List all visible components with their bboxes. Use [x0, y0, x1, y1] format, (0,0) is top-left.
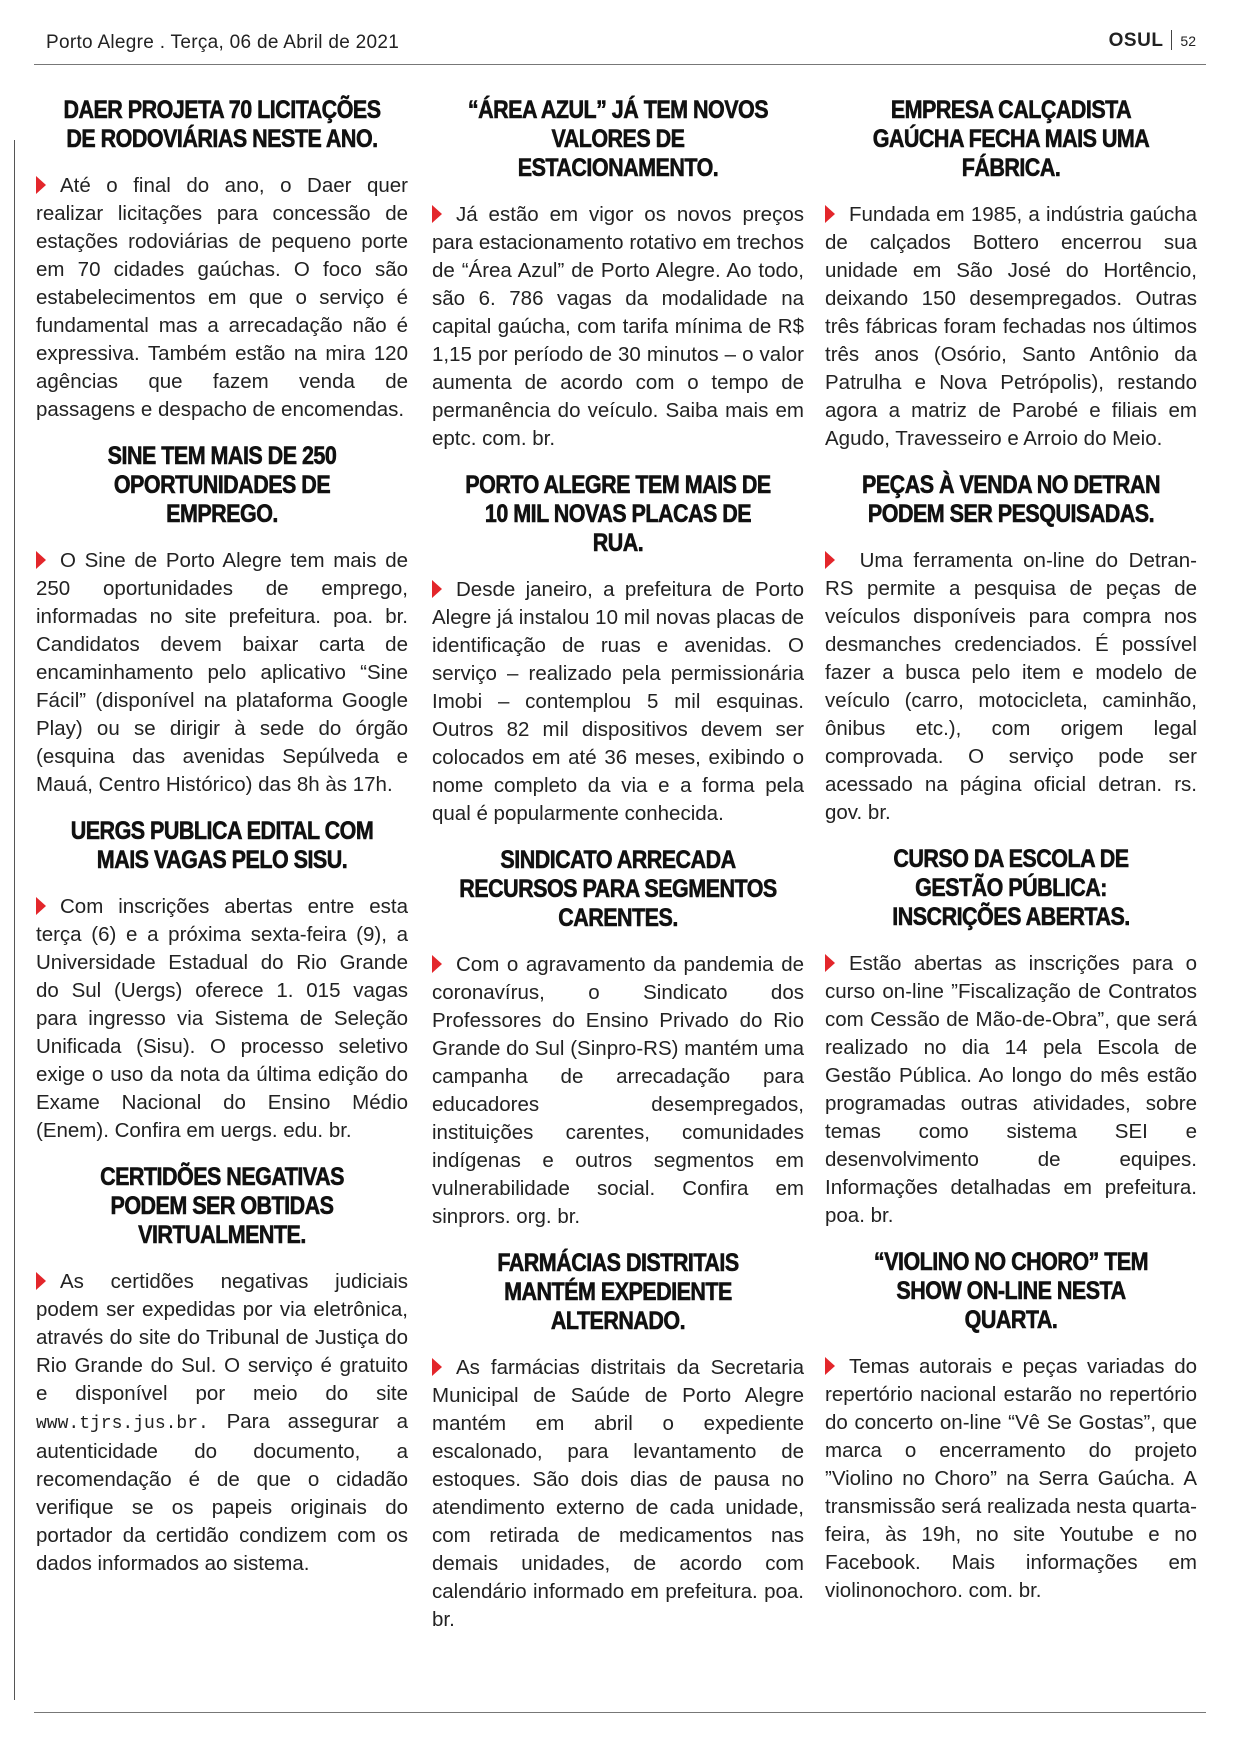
page-header	[46, 28, 1196, 64]
article-title: EMPRESA CALÇADISTA GAÚCHA FECHA MAIS UMA FÁBRICA.	[872, 96, 1150, 182]
article-title: SINDICATO ARRECADA RECURSOS PARA SEGMENTOS CARENTES.	[459, 846, 777, 932]
red-arrow-bullet-icon	[432, 1358, 442, 1376]
article-placas	[432, 471, 804, 828]
article-text: Temas autorais e peças variadas do repertório nacional estarão no repertório do concerto on-line “Vê Se Gostas”, que marca o encerramento do projeto ”Violino no Choro” na Serra Gaúcha. A transmissão será realizada nesta quarta-feira, às 19h, no site Youtube e no Facebook. Mais informações em violinonochoro. com. br.	[825, 1355, 1197, 1602]
article-body	[825, 950, 1197, 1230]
header-date: Porto Alegre . Terça, 06 de Abril de 2021	[46, 32, 400, 53]
article-text: Para assegurar a autenticidade do documento, a recomendação é de que o cidadão verifique se os papeis originais do portador da certidão condizem com os dados informados ao sistema.	[36, 1410, 408, 1575]
top-rule	[34, 64, 1206, 65]
article-body	[432, 1354, 804, 1634]
article-body	[36, 547, 408, 799]
red-arrow-bullet-icon	[432, 205, 442, 223]
article-body	[432, 201, 804, 453]
article-body	[36, 172, 408, 424]
red-arrow-bullet-icon	[432, 580, 442, 598]
article-body	[36, 1268, 408, 1578]
column-left	[36, 96, 408, 1596]
left-margin-line	[14, 140, 15, 1700]
article-title: PORTO ALEGRE TEM MAIS DE 10 MIL NOVAS PLACAS DE RUA.	[465, 471, 771, 557]
article-area-azul	[432, 96, 804, 453]
article-text: Estão abertas as inscrições para o curso on-line ”Fiscalização de Contratos com Cessão de Mão-de-Obra”, que será realizado no dia 14 pela Escola de Gestão Pública. Ao longo do mês estão programadas outras atividades, sobre temas como sistema SEI e desenvolvimento de equipes. Informações detalhadas em prefeitura. poa. br.	[825, 952, 1197, 1227]
article-body	[36, 893, 408, 1145]
article-violino	[825, 1248, 1197, 1605]
brand-name: OSUL	[1108, 30, 1164, 51]
article-text: Com inscrições abertas entre esta terça (6) e a próxima sexta-feira (9), a Universidade Estadual do Rio Grande do Sul (Uergs) oferece 1. 015 vagas para ingresso via Sistema de Seleção Unificada (Sisu). O processo seletivo exige o uso da nota da última edição do Exame Nacional do Ensino Médio (Enem). Confira em uergs. edu. br.	[36, 895, 408, 1142]
article-title: “VIOLINO NO CHORO” TEM SHOW ON-LINE NESTA QUARTA.	[873, 1248, 1149, 1334]
article-title: FARMÁCIAS DISTRITAIS MANTÉM EXPEDIENTE ALTERNADO.	[497, 1249, 739, 1335]
article-title: UERGS PUBLICA EDITAL COM MAIS VAGAS PELO SISU.	[70, 817, 374, 874]
article-title: CURSO DA ESCOLA DE GESTÃO PÚBLICA: INSCRIÇÕES ABERTAS.	[892, 845, 1130, 931]
column-middle	[432, 96, 804, 1652]
article-text: O Sine de Porto Alegre tem mais de 250 oportunidades de emprego, informadas no site prefeitura. poa. br. Candidatos devem baixar carta de encaminhamento pelo aplicativo “Sine Fácil” (disponível na plataforma Google Play) ou se dirigir à sede do órgão (esquina das avenidas Sepúlveda e Mauá, Centro Histórico) das 8h às 17h.	[36, 549, 408, 796]
article-uergs	[36, 817, 408, 1145]
article-title: “ÁREA AZUL” JÁ TEM NOVOS VALORES DE ESTACIONAMENTO.	[467, 96, 769, 182]
red-arrow-bullet-icon	[36, 551, 46, 569]
header-brand	[1109, 30, 1196, 52]
article-title: PEÇAS À VENDA NO DETRAN PODEM SER PESQUISADAS.	[862, 471, 1160, 528]
red-arrow-bullet-icon	[825, 205, 835, 223]
red-arrow-bullet-icon	[36, 1272, 46, 1290]
article-escola-gestao	[825, 845, 1197, 1230]
bottom-rule	[34, 1712, 1206, 1713]
article-text: Com o agravamento da pandemia de coronavírus, o Sindicato dos Professores do Ensino Privado do Rio Grande do Sul (Sinpro-RS) mantém uma campanha de arrecadação para educadores desempregados, instituições carentes, comunidades indígenas e outros segmentos em vulnerabilidade social. Confira em sinprors. org. br.	[432, 953, 804, 1228]
article-body	[825, 1353, 1197, 1605]
article-farmacias	[432, 1249, 804, 1634]
article-calcadista	[825, 96, 1197, 453]
red-arrow-bullet-icon	[825, 1357, 835, 1375]
red-arrow-bullet-icon	[36, 176, 46, 194]
red-arrow-bullet-icon	[825, 954, 835, 972]
article-title: DAER PROJETA 70 LICITAÇÕES DE RODOVIÁRIAS NESTE ANO.	[63, 96, 381, 153]
article-body	[825, 547, 1197, 827]
article-daer	[36, 96, 408, 424]
article-body	[432, 951, 804, 1231]
article-body	[432, 576, 804, 828]
article-text: As certidões negativas judiciais podem ser expedidas por via eletrônica, através do site do Tribunal de Justiça do Rio Grande do Sul. O serviço é gratuito e disponível por meio do site	[36, 1270, 408, 1405]
article-certidoes	[36, 1163, 408, 1578]
red-arrow-bullet-icon	[825, 551, 835, 569]
red-arrow-bullet-icon	[36, 897, 46, 915]
article-text: Até o final do ano, o Daer quer realizar licitações para concessão de estações rodoviárias de pequeno porte em 70 cidades gaúchas. O foco são estabelecimentos em que o serviço é fundamental mas a arrecadação não é expressiva. Também estão na mira 120 agências que fazem venda de passagens e despacho de encomendas.	[36, 174, 408, 421]
article-detran	[825, 471, 1197, 827]
article-text: Desde janeiro, a prefeitura de Porto Alegre já instalou 10 mil novas placas de identificação de ruas e avenidas. O serviço – realizado pela permissionária Imobi – contemplou 5 mil esquinas. Outros 82 mil dispositivos devem ser colocados em até 36 meses, exibindo o nome completo da via e a forma pela qual é popularmente conhecida.	[432, 578, 804, 825]
article-url-link[interactable]: www.tjrs.jus.br.	[36, 1414, 209, 1434]
article-title: CERTIDÕES NEGATIVAS PODEM SER OBTIDAS VIRTUALMENTE.	[100, 1163, 344, 1249]
article-text: Uma ferramenta on-line do Detran-RS permite a pesquisa de peças de veículos disponíveis para compra nos desmanches credenciados. É possível fazer a busca pelo item e modelo de veículo (carro, motocicleta, caminhão, ônibus etc.), com origem legal comprovada. O serviço pode ser acessado na página oficial detran. rs. gov. br.	[825, 549, 1197, 824]
column-right	[825, 96, 1197, 1623]
article-sine	[36, 442, 408, 799]
article-title: SINE TEM MAIS DE 250 OPORTUNIDADES DE EMPREGO.	[107, 442, 337, 528]
article-text: Já estão em vigor os novos preços para estacionamento rotativo em trechos de “Área Azul” de Porto Alegre. Ao todo, são 6. 786 vagas da modalidade na capital gaúcha, com tarifa mínima de R$ 1,15 por período de 30 minutos – o valor aumenta de acordo com o tempo de permanência do veículo. Saiba mais em eptc. com. br.	[432, 203, 804, 450]
article-text: As farmácias distritais da Secretaria Municipal de Saúde de Porto Alegre mantém em abril o expediente escalonado, para levantamento de estoques. São dois dias de pausa no atendimento externo de cada unidade, com retirada de medicamentos nas demais unidades, de acordo com calendário informado em prefeitura. poa. br.	[432, 1356, 804, 1631]
header-separator	[1171, 30, 1172, 50]
red-arrow-bullet-icon	[432, 955, 442, 973]
article-text: Fundada em 1985, a indústria gaúcha de calçados Bottero encerrou sua unidade em São José do Hortêncio, deixando 150 desempregados. Outras três fábricas foram fechadas nos últimos três anos (Osório, Santo Antônio da Patrulha e Nova Petrópolis), restando agora a matriz de Parobé e filiais em Agudo, Travesseiro e Arroio do Meio.	[825, 203, 1197, 450]
article-body	[825, 201, 1197, 453]
page-number: 52	[1180, 33, 1196, 49]
article-sindicato	[432, 846, 804, 1231]
